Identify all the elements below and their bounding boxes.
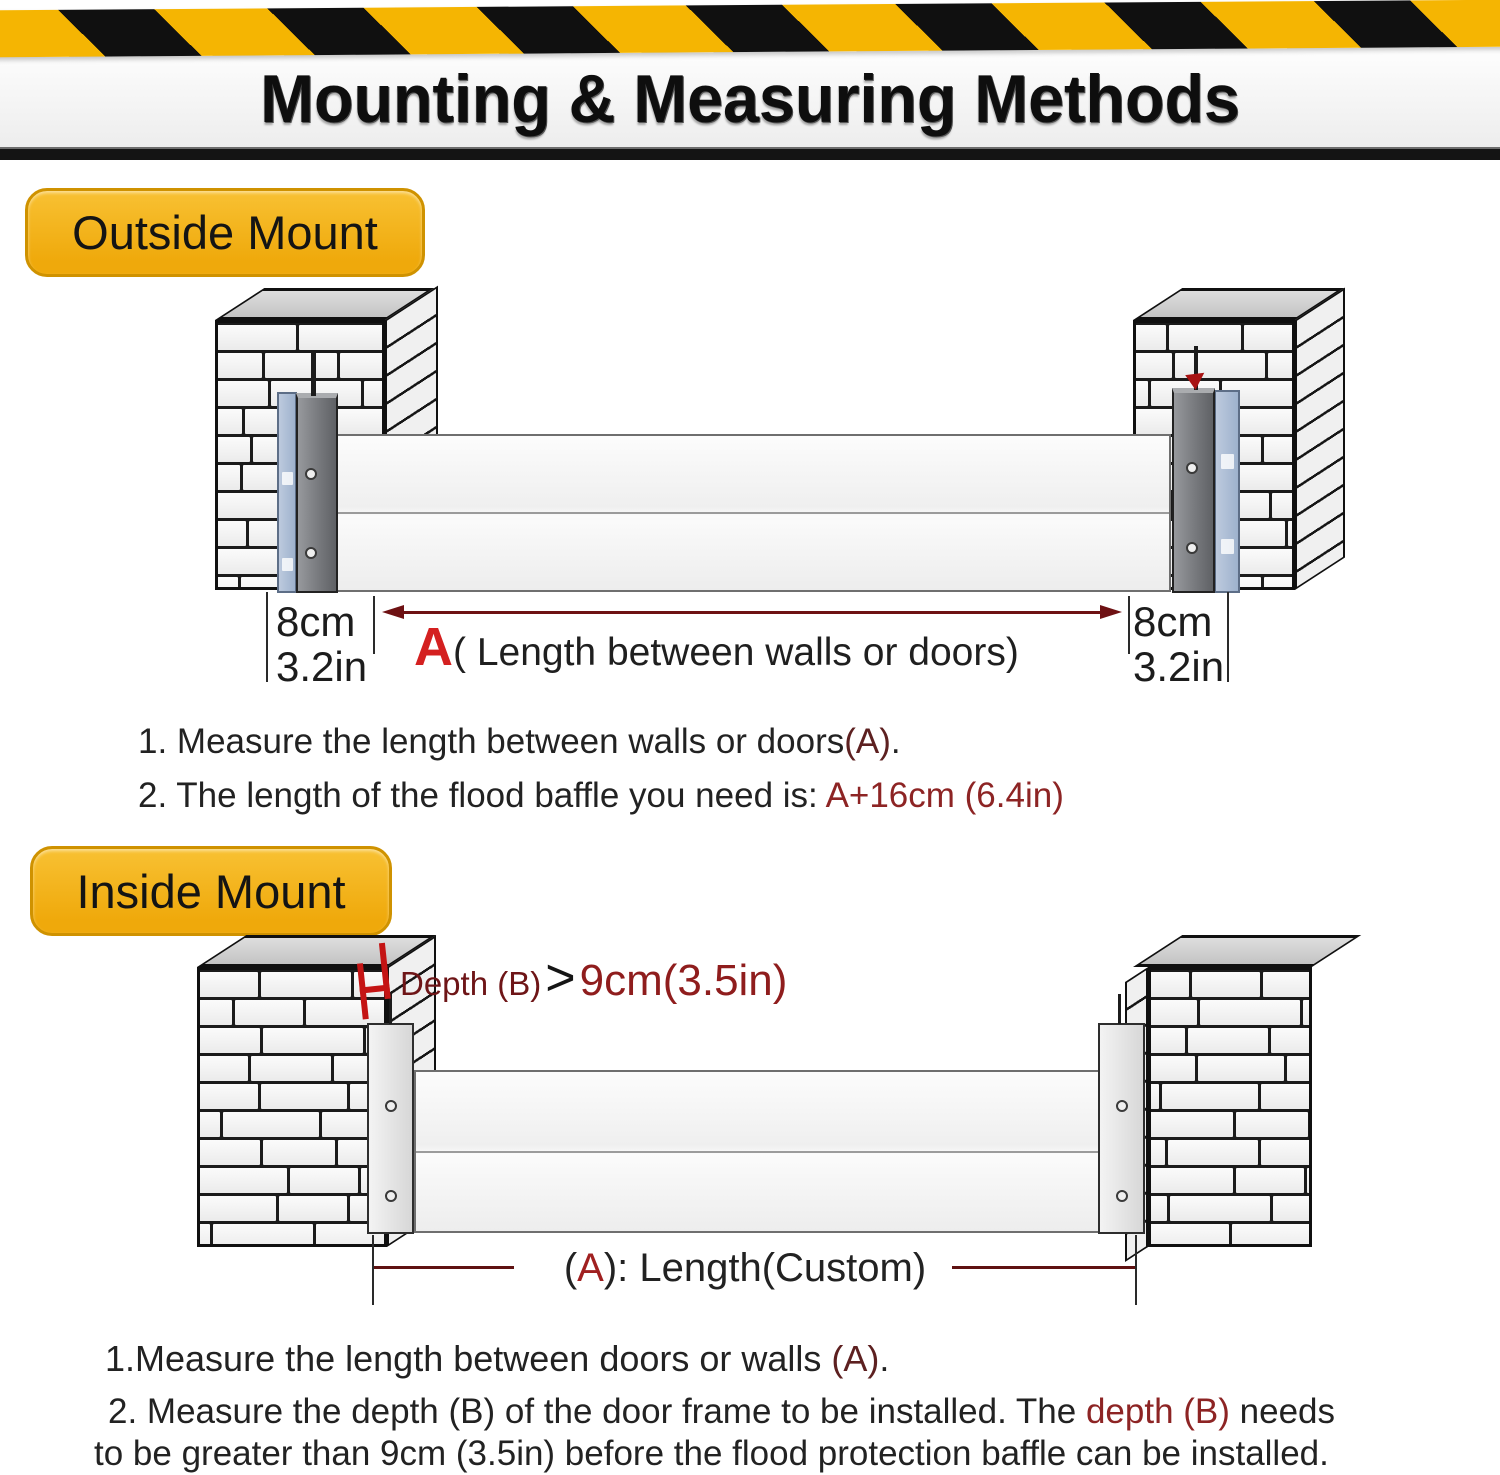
dimension-a-symbol: A [577, 1246, 604, 1290]
left-offset-dimension [276, 599, 367, 689]
dimension-line [374, 1266, 514, 1269]
right-pillar-side-face [1295, 288, 1345, 590]
screw-hole [1186, 542, 1198, 554]
paren: ( [563, 1246, 578, 1290]
right-mounting-bracket [1172, 388, 1215, 593]
gasket-mark [282, 558, 293, 571]
step-highlight: depth (B) [1085, 1392, 1230, 1431]
depth-value: 9cm(3.5in) [579, 956, 788, 1005]
title-divider-bar [0, 147, 1500, 160]
left-seal-gasket [277, 392, 297, 593]
outside-mount-badge-label: Outside Mount [72, 206, 378, 259]
right-offset-dimension [1133, 599, 1224, 689]
dimension-in: 3.2in [276, 643, 368, 690]
brick-pattern [200, 970, 384, 1244]
left-mounting-bracket [296, 393, 338, 593]
length-description: ): Length(Custom) [603, 1246, 927, 1290]
gasket-mark [282, 472, 293, 485]
dimension-cm: 8cm [1133, 598, 1213, 645]
dimension-cm: 8cm [276, 598, 356, 645]
step-text: . [879, 1338, 890, 1379]
inside-step-2-continued [94, 1434, 1329, 1474]
right-mounting-bracket [1098, 1023, 1145, 1234]
brick-pattern [1151, 970, 1309, 1244]
inside-mount-badge [30, 846, 392, 936]
step-text: needs [1229, 1392, 1336, 1431]
greater-than-symbol: > [545, 949, 576, 1007]
span-dimension-label [414, 616, 1019, 678]
right-brick-pillar [1148, 967, 1312, 1247]
step-text: 2. The length of the flood baffle you need is: [138, 776, 826, 815]
dimension-a-description: ( Length between walls or doors) [453, 631, 1019, 674]
step-highlight: (A) [831, 1338, 880, 1379]
step-text: 2. Measure the depth (B) of the door frame to be installed. The [108, 1392, 1086, 1431]
step-text: . [890, 722, 901, 761]
left-mounting-bracket [367, 1023, 414, 1234]
inside-step-1 [105, 1338, 889, 1380]
outside-step-2 [138, 776, 1064, 816]
inside-mount-badge-label: Inside Mount [76, 864, 346, 918]
flood-baffle-panel [336, 434, 1171, 592]
hazard-stripe-banner [0, 0, 1500, 57]
step-text: 1.Measure the length between doors or walls [105, 1338, 832, 1379]
gasket-mark [1221, 539, 1234, 554]
bracket-pin [311, 352, 316, 396]
screw-hole [305, 547, 317, 559]
screw-hole [385, 1190, 397, 1202]
dimension-line [952, 1266, 1135, 1269]
dimension-a-symbol: A [414, 617, 453, 677]
dimension-extension-line [266, 592, 268, 682]
screw-hole [305, 468, 317, 480]
page-title: Mounting & Measuring Methods [260, 61, 1240, 137]
dimension-extension-line [1227, 592, 1229, 682]
custom-length-label [535, 1246, 955, 1291]
panel-seam [338, 512, 1169, 514]
inside-step-2 [108, 1392, 1335, 1432]
dimension-extension-line [372, 1235, 374, 1305]
panel-seam [416, 1151, 1098, 1153]
dimension-in: 3.2in [1133, 643, 1225, 690]
dimension-extension-line [1135, 1235, 1137, 1305]
outside-mount-badge [25, 188, 425, 277]
dimension-tick [373, 596, 375, 654]
screw-hole [1186, 462, 1198, 474]
screw-hole [1116, 1100, 1128, 1112]
bracket-pin [1118, 994, 1121, 1024]
step-text: to be greater than 9cm (3.5in) before the flood protection baffle can be installed. [94, 1434, 1329, 1473]
depth-label: Depth (B) [400, 965, 542, 1002]
depth-requirement-label [400, 948, 787, 1008]
dimension-tick [1128, 596, 1130, 654]
step-highlight: A+16cm (6.4in) [825, 776, 1064, 815]
step-highlight: (A) [844, 722, 891, 761]
gasket-mark [1221, 454, 1234, 469]
step-text: 1. Measure the length between walls or doors [138, 722, 845, 761]
right-seal-gasket [1214, 390, 1240, 593]
screw-hole [385, 1100, 397, 1112]
screw-hole [1116, 1190, 1128, 1202]
right-pillar-top-slab [1133, 935, 1361, 967]
outside-step-1 [138, 722, 901, 762]
flood-baffle-panel [414, 1070, 1100, 1233]
